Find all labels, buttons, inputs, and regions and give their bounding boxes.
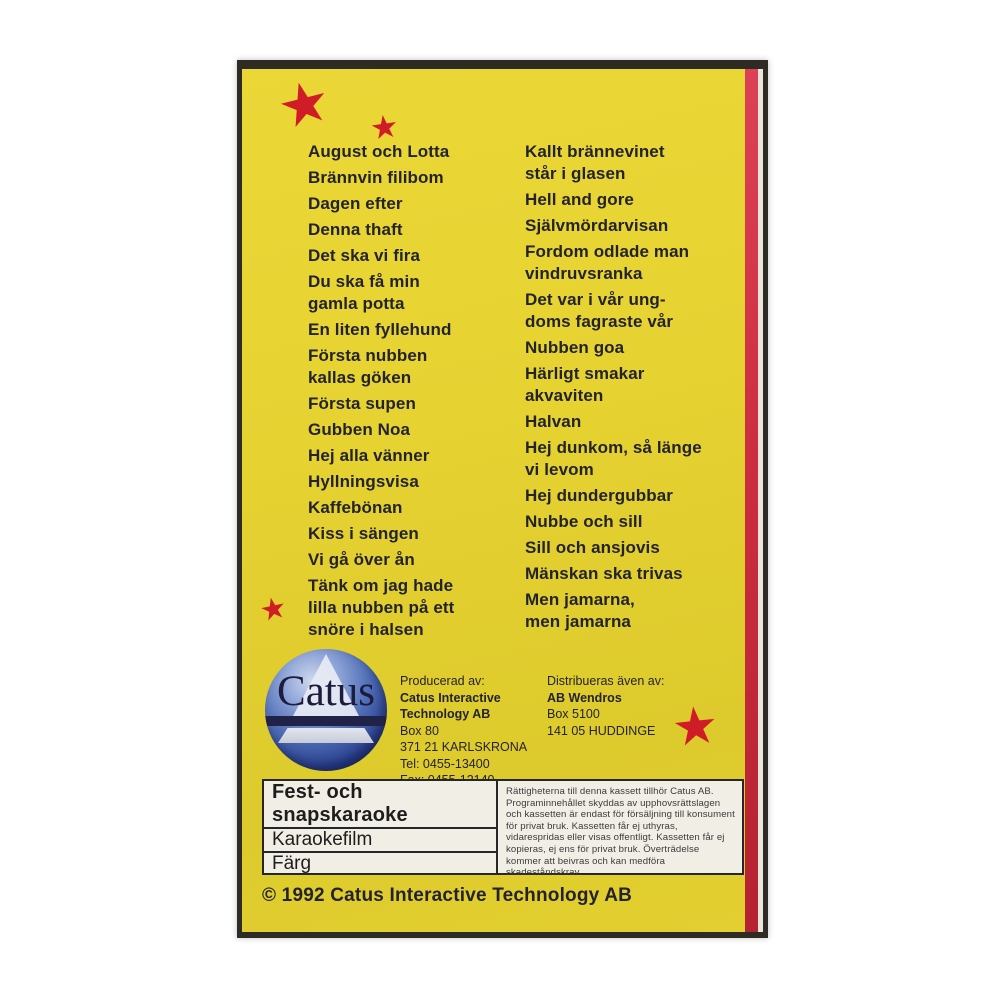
song-title: Det ska vi fira [308, 246, 421, 265]
song-title: Nubbe och sill [525, 512, 643, 531]
song-title: Hyllningsvisa [308, 472, 419, 491]
star-icon: ★ [256, 589, 291, 630]
song-title: Tänk om jag hade lilla nubben på ett snöre i halsen [308, 576, 455, 639]
spine-white-edge [758, 69, 763, 932]
catus-logo [265, 649, 387, 771]
star-icon: ★ [668, 694, 722, 760]
logo-bar [265, 716, 387, 726]
logo-wordmark: Catus [277, 668, 375, 715]
info-table [262, 779, 744, 879]
song-title: Hej dunkom, så länge vi levom [525, 438, 702, 479]
song-title: En liten fyllehund [308, 320, 452, 339]
song-title: Kallt brännevinet står i glasen [525, 142, 665, 183]
distributor-address: Box 5100 [547, 707, 600, 721]
song-title: Mänskan ska trivas [525, 564, 683, 583]
song-title: Fordom odlade man vindruvsranka [525, 242, 690, 283]
producer-phone: Tel: 0455-13400 [400, 756, 490, 771]
copyright-line: © 1992 Catus Interactive Technology AB [262, 885, 633, 906]
distributor-info [547, 673, 697, 739]
distributor-address: 141 05 HUDDINGE [547, 723, 656, 738]
song-list-left [308, 141, 520, 645]
pyramid-base [278, 728, 374, 743]
producer-info [400, 673, 550, 789]
producer-address: Box 80 [400, 723, 439, 738]
table-row-color: Färg [272, 853, 312, 874]
info-table-categories [264, 781, 498, 873]
song-title: Hell and gore [525, 190, 634, 209]
song-title: Hej alla vänner [308, 446, 430, 465]
cover-inner [242, 64, 763, 932]
song-title: Denna thaft [308, 220, 403, 239]
legal-text: Rättigheterna till denna kassett tillhör Catus AB. Programinnehållet skyddas av upphovsrättslagen och kassetten är endast för försäljning till konsument för privat bruk. Kassetten får ej uthyras, vidarespridas eller visas offentligt. Kassetten får ej kopieras, ej ens för privat bruk. Överträdelse kommer att beivras och kan medföra skadeståndskrav. [506, 786, 735, 879]
distributor-label: Distribueras även av: [547, 674, 665, 688]
table-row-title: Fest- och snapskaraoke [264, 781, 496, 829]
song-title: Du ska få min gamla potta [308, 272, 420, 313]
producer-name: Catus Interactive [400, 690, 501, 705]
song-title: Kaffebönan [308, 498, 403, 517]
song-title: Det var i vår ung- doms fagraste vår [525, 290, 674, 331]
star-icon: ★ [270, 64, 338, 144]
spine-red-stripe [745, 69, 758, 932]
song-title: Första supen [308, 394, 416, 413]
song-title: Självmördarvisan [525, 216, 669, 235]
song-title: Härligt smakar akvaviten [525, 364, 645, 405]
song-title: Dagen efter [308, 194, 403, 213]
song-title: Nubben goa [525, 338, 625, 357]
producer-name: Technology AB [400, 707, 491, 721]
song-title: Brännvin filibom [308, 168, 444, 187]
song-title: Gubben Noa [308, 420, 411, 439]
song-title: Men jamarna, men jamarna [525, 590, 635, 631]
song-list-right [525, 141, 735, 637]
producer-label: Producerad av: [400, 674, 485, 688]
star-icon: ★ [367, 106, 402, 148]
song-title: Hej dundergubbar [525, 486, 673, 505]
song-title: Sill och ansjovis [525, 538, 660, 557]
producer-address: 371 21 KARLSKRONA [400, 740, 528, 754]
distributor-name: AB Wendros [547, 690, 622, 705]
vhs-back-cover [237, 60, 768, 938]
song-title: Kiss i sängen [308, 524, 419, 543]
song-title: Första nubben kallas göken [308, 346, 428, 387]
song-title: August och Lotta [308, 142, 450, 161]
song-title: Vi gå över ån [308, 550, 415, 569]
song-title: Halvan [525, 412, 582, 431]
table-row-format: Karaokefilm [264, 829, 496, 853]
